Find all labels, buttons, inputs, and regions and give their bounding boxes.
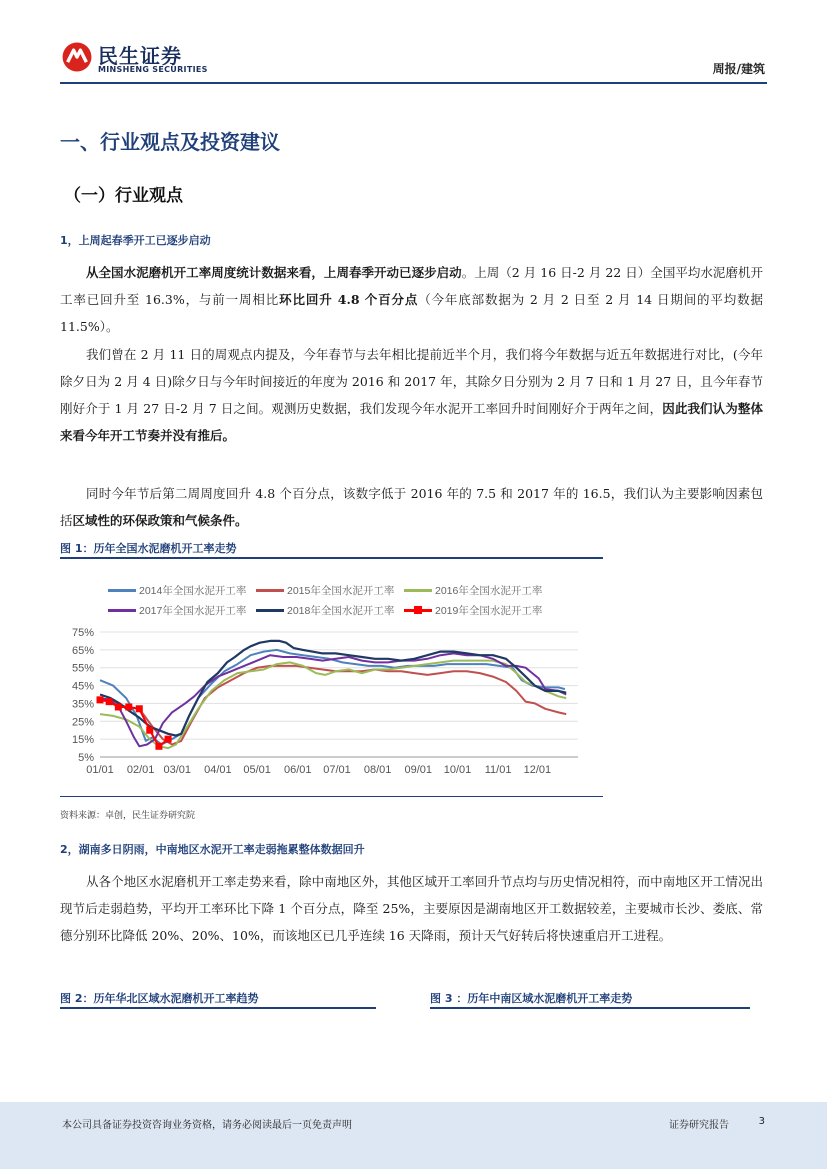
figure-source: 资料来源：卓创，民生证券研究院 bbox=[60, 811, 196, 821]
y-tick-label: 25% bbox=[71, 716, 94, 729]
figure-1-top-rule bbox=[60, 557, 603, 559]
x-tick-label: 03/01 bbox=[163, 764, 192, 776]
legend-item-2017: 2017年全国水泥开工率 bbox=[108, 603, 256, 618]
figure-2-title: 图 2：历年华北区域水泥磨机开工率趋势 bbox=[60, 992, 259, 1005]
series-marker bbox=[97, 696, 104, 703]
series-marker bbox=[165, 736, 172, 743]
chart-legend bbox=[108, 580, 578, 620]
y-tick-label: 35% bbox=[71, 698, 94, 711]
figure-3-title: 图 3 ：历年中南区域水泥磨机开工率走势 bbox=[430, 992, 633, 1005]
figure-1-bottom-rule bbox=[60, 796, 603, 797]
national-cement-chart bbox=[60, 622, 590, 782]
legend-item-2018: 2018年全国水泥开工率 bbox=[256, 603, 404, 618]
p1-text-1: 。上周（2 月 16 日-2 月 22 日）全国平均水泥磨机开工率已回升至 16.3%，与前一周相比 bbox=[60, 265, 763, 307]
series-marker bbox=[106, 698, 113, 705]
paragraph-3 bbox=[60, 480, 763, 534]
logo-title: 民生证券 bbox=[98, 44, 182, 68]
y-tick-label: 15% bbox=[71, 734, 94, 747]
legend-item-2015: 2015年全国水泥开工率 bbox=[256, 583, 404, 598]
y-tick-label: 5% bbox=[78, 752, 94, 764]
section-title: 一、行业观点及投资建议 bbox=[60, 130, 280, 154]
series-marker bbox=[115, 704, 122, 711]
y-tick-label: 75% bbox=[71, 627, 94, 639]
x-tick-label: 04/01 bbox=[204, 764, 232, 776]
figure-3-rule bbox=[430, 1007, 750, 1009]
y-tick-label: 55% bbox=[71, 662, 94, 675]
p4-text-1: 从各个地区水泥磨机开工率走势来看，除中南地区外，其他区域开工率回升节点均与历史情况相符，而中南地区开工情况出现节后走弱趋势，平均开工率环比下降 1 个百分点，降至 25%，主要原因是湖南地区开工数据较差，主要城市长沙、娄底、常德分别环比降低 20%、20%、10%，而该地区已几乎连续 16 天降雨，预计天气好转后将快速重启开工进程。 bbox=[60, 874, 763, 943]
series-marker bbox=[155, 743, 162, 750]
subsection-title: （一）行业观点 bbox=[64, 186, 183, 206]
p1-bold-1: 从全国水泥磨机开工率周度统计数据来看，上周春季开动已逐步启动 bbox=[86, 265, 462, 280]
paragraph-2 bbox=[60, 341, 763, 449]
series-line-0 bbox=[100, 650, 565, 745]
figure-1-title: 图 1：历年全国水泥磨机开工率走势 bbox=[60, 542, 237, 555]
p1-text-2: （今年底部数据为 2 月 2 日至 2 月 14 日期间的平均数据 11.5%）。 bbox=[60, 292, 764, 334]
report-category: 周报/建筑 bbox=[712, 62, 765, 76]
header-divider bbox=[60, 82, 767, 84]
series-marker bbox=[136, 705, 143, 712]
series-marker bbox=[125, 704, 132, 711]
x-tick-label: 05/01 bbox=[243, 764, 271, 776]
p2-bold-1: 因此我们认为整体来看今年开工节奏并没有推后。 bbox=[60, 401, 763, 443]
paragraph-1 bbox=[60, 259, 763, 340]
y-tick-label: 45% bbox=[71, 680, 94, 693]
footer-report-type: 证券研究报告 bbox=[669, 1120, 729, 1131]
p2-text-1: 我们曾在 2 月 11 日的周观点内提及，今年春节与去年相比提前近半个月，我们将今年数据与近五年数据进行对比，(今年除夕日为 2 月 4 日)除夕日与今年时间接近的年度为 2016 和 2017 年，其除夕日分别为 2 月 7 日和 1 月 27 日，且今年春节刚好介于 1 月 27 日-2 月 7 日之间。观测历史数据，我们发现今年水泥开工率回升时间刚好介于两年之间， bbox=[60, 347, 763, 416]
x-tick-label: 06/01 bbox=[283, 764, 312, 776]
minsheng-logo-icon bbox=[60, 40, 94, 74]
p3-text-1: 同时今年节后第二周周度回升 4.8 个百分点，该数字低于 2016 年的 7.5 和 2017 年的 16.5，我们认为主要影响因素包括 bbox=[60, 486, 763, 528]
series-marker bbox=[146, 727, 153, 734]
page-number: 3 bbox=[758, 1116, 765, 1127]
legend-item-2019: 2019年全国水泥开工率 bbox=[404, 603, 552, 618]
topic-2-title: 2，湖南多日阴雨，中南地区水泥开工率走弱拖累整体数据回升 bbox=[60, 843, 365, 856]
logo-subtitle: MINSHENG SECURITIES bbox=[98, 65, 208, 74]
topic-1-title: 1，上周起春季开工已逐步启动 bbox=[60, 234, 211, 247]
legend-item-2016: 2016年全国水泥开工率 bbox=[404, 583, 552, 598]
footer-bar bbox=[0, 1102, 827, 1169]
x-tick-label: 12/01 bbox=[523, 764, 552, 776]
p3-bold-1: 区域性的环保政策和气候条件。 bbox=[72, 513, 248, 528]
paragraph-4 bbox=[60, 868, 763, 949]
x-tick-label: 02/01 bbox=[126, 764, 155, 776]
x-tick-label: 07/01 bbox=[323, 764, 351, 776]
legend-item-2014: 2014年全国水泥开工率 bbox=[108, 583, 256, 598]
x-tick-label: 10/01 bbox=[443, 764, 472, 776]
p1-bold-2: 环比回升 4.8 个百分点 bbox=[279, 292, 419, 307]
x-tick-label: 09/01 bbox=[404, 764, 432, 776]
series-line-1 bbox=[100, 666, 566, 745]
x-tick-label: 08/01 bbox=[363, 764, 392, 776]
figure-2-rule bbox=[60, 1007, 376, 1009]
x-tick-label: 01/01 bbox=[86, 764, 114, 776]
footer-disclaimer: 本公司具备证券投资咨询业务资格，请务必阅读最后一页免责声明 bbox=[62, 1120, 352, 1131]
y-tick-label: 65% bbox=[71, 644, 94, 657]
x-tick-label: 11/01 bbox=[484, 764, 512, 776]
